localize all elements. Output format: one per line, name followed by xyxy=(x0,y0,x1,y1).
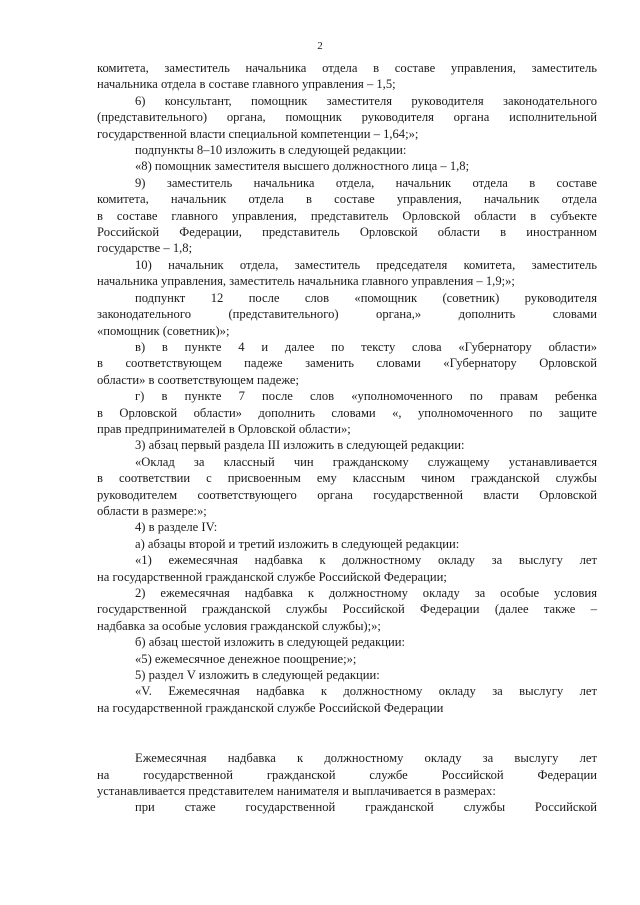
text-line: а) абзацы второй и третий изложить в следующей редакции: xyxy=(135,536,460,551)
text-line: при стаже государственной гражданской службы Российской xyxy=(135,800,597,815)
text-line: комитета, начальник отдела в составе управления, начальник отдела xyxy=(97,192,597,207)
text-line: б) абзац шестой изложить в следующей редакции: xyxy=(135,635,405,650)
text-line: «помощник (советник)»; xyxy=(97,323,230,338)
text-line: руководителем соответствующего органа государственной власти Орловской xyxy=(97,487,597,502)
text-line: Ежемесячная надбавка к должностному окладу за выслугу лет xyxy=(135,751,597,766)
text-line: 9) заместитель начальника отдела, начальник отдела в составе xyxy=(135,175,597,190)
text-line: надбавка за особые условия гражданской службы);»; xyxy=(97,618,381,633)
text-line: «5) ежемесячное денежное поощрение;»; xyxy=(135,651,357,666)
text-line: на государственной гражданской службе Российской Федерации; xyxy=(97,569,447,584)
page-number: 2 xyxy=(317,40,323,52)
text-line: г) в пункте 7 после слов «уполномоченного по правам ребенка xyxy=(135,389,597,404)
text-line: в соответствующем падеже заменить словами «Губернатору Орловской xyxy=(97,356,597,371)
text-line: начальника отдела в составе главного управления – 1,5; xyxy=(97,77,396,92)
text-line: «Оклад за классный чин гражданскому служащему устанавливается xyxy=(135,454,597,469)
text-line: государстве – 1,8; xyxy=(97,241,193,256)
text-line: 10) начальник отдела, заместитель председателя комитета, заместитель xyxy=(135,257,597,272)
text-line: подпункт 12 после слов «помощник (советник) руководителя xyxy=(135,290,597,305)
text-line: в Орловской области» дополнить словами «, уполномоченного по защите xyxy=(97,405,597,420)
text-line: устанавливается представителем нанимателя и выплачивается в размерах: xyxy=(97,784,496,799)
text-line: на государственной гражданской службе Российской Федерации xyxy=(97,700,444,715)
text-line: Российской Федерации, представитель Орловской области в иностранном xyxy=(97,225,597,240)
text-line: на государственной гражданской службе Российской Федерации xyxy=(97,767,597,782)
text-line: в) в пункте 4 и далее по тексту слова «Губернатору области» xyxy=(135,339,597,354)
text-line: (представительного) органа, помощник руководителя органа исполнительной xyxy=(97,110,597,125)
text-line: «8) помощник заместителя высшего должностного лица – 1,8; xyxy=(135,159,470,174)
text-line: области» в соответствующем падеже; xyxy=(97,372,299,387)
text-line: в соответствии с присвоенным ему классным чином гражданской службы xyxy=(97,471,597,486)
text-line: подпункты 8–10 изложить в следующей редакции: xyxy=(135,143,407,158)
text-line: законодательного (представительного) органа,» дополнить словами xyxy=(97,307,597,322)
text-line: 2) ежемесячная надбавка к должностному окладу за особые условия xyxy=(135,586,597,600)
text-line: 5) раздел V изложить в следующей редакции: xyxy=(135,668,380,683)
text-line: комитета, заместитель начальника отдела в составе управления, заместитель xyxy=(97,61,597,75)
text-line: «1) ежемесячная надбавка к должностному окладу за выслугу лет xyxy=(135,553,597,568)
text-line: 4) в разделе IV: xyxy=(135,520,218,535)
text-line: 6) консультант, помощник заместителя руководителя законодательного xyxy=(135,93,597,108)
text-line: «V. Ежемесячная надбавка к должностному окладу за выслугу лет xyxy=(135,684,597,699)
text-line: прав предпринимателей в Орловской области»; xyxy=(97,421,351,436)
text-line: государственной власти специальной компетенции – 1,64;»; xyxy=(97,126,419,141)
document-body xyxy=(97,60,597,816)
text-line: области в размере:»; xyxy=(97,503,207,518)
text-line: в составе главного управления, представитель Орловской области в субъекте xyxy=(97,208,597,223)
text-line: начальника управления, заместитель начальника главного управления – 1,9;»; xyxy=(97,274,515,289)
text-line: 3) абзац первый раздела III изложить в следующей редакции: xyxy=(135,438,465,453)
text-line: государственной гражданской службы Российской Федерации (далее также – xyxy=(97,602,597,617)
